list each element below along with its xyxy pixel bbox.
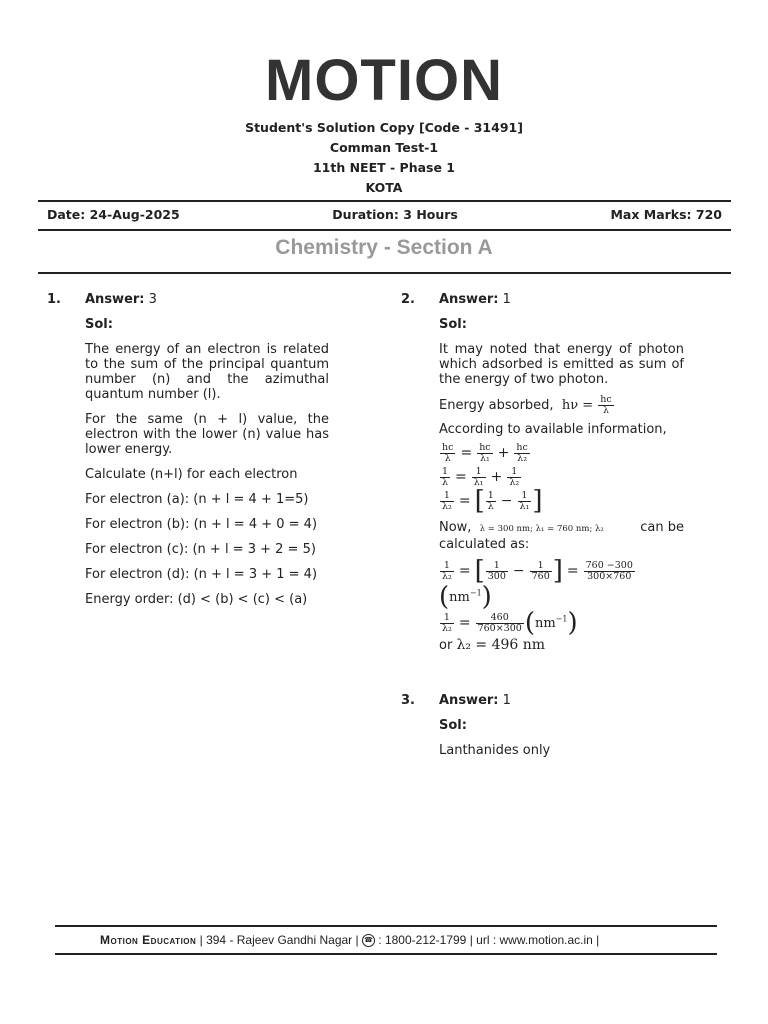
q2-para1: It may noted that energy of photon which adsorbed is emitted as sum of the energy of two photon. [439, 342, 684, 387]
logo-text: MOTION [265, 48, 503, 113]
footer-brand: Motion Education [100, 933, 197, 947]
q1-line3: For electron (b): (n + l = 4 + 0 = 4) [85, 517, 318, 532]
q1-line6: Energy order: (d) < (b) < (c) < (a) [85, 592, 308, 607]
q2-calc-label: calculated as: [439, 537, 530, 552]
q2-number: 2. [401, 292, 415, 307]
meta-row [47, 207, 722, 222]
phone-icon: ☎ [362, 934, 375, 947]
footer-address: | 394 - Rajeev Gandhi Nagar | [196, 933, 362, 947]
q1-line1: Calculate (n+l) for each electron [85, 467, 298, 482]
eq-4: $\frac{1}{\text{λ₂}}$ = [ $\frac{1}{300}$ − $\frac{1}{760}$ ] = $\frac{760 -300}{300\times 760}$ $(nm^{-1})$ [439, 556, 633, 612]
q3-sol-label: Sol: [439, 718, 467, 733]
rule-bottom [38, 272, 731, 274]
test-name: Comman Test-1 [329, 140, 439, 155]
q2-result: λ₂ = 496 nm [456, 637, 546, 653]
section-title: Chemistry - Section A [275, 236, 493, 259]
footer-rule-top [55, 925, 717, 927]
q1-sol-label: Sol: [85, 317, 113, 332]
q2-now-tail: can be [640, 520, 684, 535]
q3-solution [439, 693, 684, 758]
q3-answer-value: 1 [502, 693, 511, 708]
frac-hc-lambda: $\frac{hc}{\lambda}$ [600, 394, 612, 416]
footer [100, 933, 599, 947]
q2-solution [439, 292, 684, 653]
q1-line5: For electron (d): (n + l = 3 + 1 = 4) [85, 567, 318, 582]
q2-result-line [439, 638, 684, 653]
q1-answer-value: 3 [148, 292, 157, 307]
q2-now-label: Now, [439, 520, 472, 535]
batch: 11th NEET - Phase 1 [312, 160, 456, 175]
q1-number: 1. [47, 292, 61, 307]
q2-energy-line [439, 395, 684, 416]
footer-rule-bottom [55, 953, 717, 955]
copy-line: Student's Solution Copy [Code - 31491] [245, 120, 523, 135]
footer-phone: : 1800-212-1799 | url : www.motion.ac.in | [374, 933, 600, 947]
q1-answer-label: Answer: [85, 292, 145, 307]
rule-mid [38, 229, 731, 231]
formula-hnu: hν = [557, 398, 594, 413]
date: Date: 24-Aug-2025 [47, 207, 180, 222]
q3-number: 3. [401, 693, 415, 708]
q1-line2: For electron (a): (n + l = 4 + 1=5) [85, 492, 309, 507]
eq-3: $\frac{1}{\text{λ₂}}$ = [ $\frac{1}{\lambda}$ − $\frac{1}{\text{λ₁}}$ ] [442, 486, 543, 516]
eq-2: $\frac{1}{\lambda}$ = $\frac{1}{\text{λ₁}}$ + $\frac{1}{\text{λ₂}}$ [442, 466, 520, 488]
duration: Duration: 3 Hours [332, 207, 458, 222]
q1-solution [85, 292, 329, 607]
center: KOTA [365, 180, 403, 195]
q3-answer-label: Answer: [439, 693, 499, 708]
q2-sol-label: Sol: [439, 317, 467, 332]
q2-according: According to available information, [439, 422, 667, 437]
q3-text: Lanthanides only [439, 743, 551, 758]
rule-top [38, 200, 731, 202]
q2-givens: λ = 300 nm; λ₁ = 760 nm; λ₂ [479, 524, 604, 534]
max-marks: Max Marks: 720 [610, 207, 722, 222]
logo [0, 48, 768, 113]
q1-para2: For the same (n + l) value, the electron with the lower (n) value has lower energy. [85, 412, 329, 457]
q2-answer-value: 1 [502, 292, 511, 307]
q1-para1: The energy of an electron is related to the sum of the principal quantum number (n) and the azimuthal quantum number (l). [85, 342, 329, 402]
q2-answer-label: Answer: [439, 292, 499, 307]
q1-line4: For electron (c): (n + l = 3 + 2 = 5) [85, 542, 316, 557]
q2-now-line [439, 520, 684, 537]
eq-1: $\frac{hc}{\lambda}$ = $\frac{hc}{\text{λ₁}}$ + $\frac{hc}{\text{λ₂}}$ [442, 442, 528, 464]
eq-5: $\frac{1}{\text{λ₂}}$ = $\frac{460}{760\times 300}$ $(nm^{-1})$ [442, 608, 578, 638]
q2-or-label: or [439, 638, 453, 653]
q2-energy-label: Energy absorbed, [439, 398, 554, 413]
